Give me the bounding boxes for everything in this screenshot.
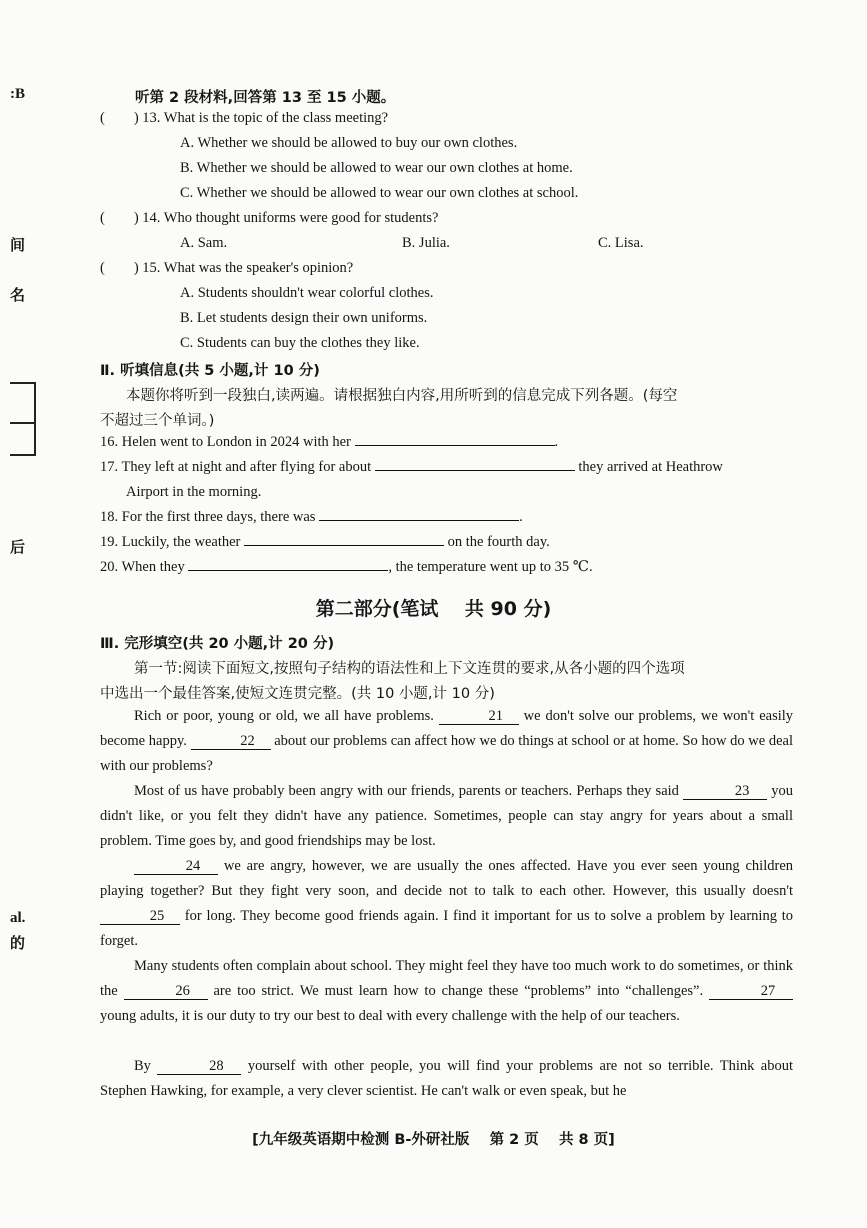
cloze-blank-26[interactable]: 26 [124, 983, 208, 1000]
answer-bracket[interactable]: ( ) [100, 110, 139, 126]
cloze-blank-23[interactable]: 23 [683, 783, 767, 800]
question-13 [100, 110, 388, 127]
option-15-a: A. Students shouldn't wear colorful clothes. [180, 285, 434, 301]
section-2-instruction: 本题你将听到一段独白,读两遍。请根据独白内容,用所听到的信息完成下列各题。(每空 [126, 388, 678, 404]
question-18: 18. For the first three days, there was . [100, 509, 523, 525]
section-2-instruction-cont: 不超过三个单词。) [100, 413, 215, 429]
question-15 [100, 260, 353, 277]
option-13-b: B. Whether we should be allowed to wear our own clothes at home. [180, 160, 573, 176]
passage-paragraph-3: 24 we are angry, however, we are usually the ones affected. Have you ever seen young children playing together? But they fight very soon, and decide not to talk to each other. However, this usually doesn't 25 for long. They become good friends again. I find it important for us to solve a problem by learning to forget. [100, 858, 794, 949]
passage-paragraph-1: Rich or poor, young or old, we all have problems. 21 we don't solve our problems, we won't easily become happy. 22 about our problems can affect how we do things at school or at home. So how do we deal with our problems? [100, 708, 794, 774]
option-15-c: C. Students can buy the clothes they like. [180, 335, 420, 351]
listening-part2-heading: 听第 2 段材料,回答第 13 至 15 小题。 [135, 90, 396, 106]
margin-box-top [10, 382, 36, 424]
cloze-blank-24[interactable]: 24 [134, 858, 218, 875]
question-stem: 15. What was the speaker's opinion? [142, 260, 354, 276]
section-2-heading: Ⅱ. 听填信息(共 5 小题,计 10 分) [100, 363, 320, 379]
section-3-instruction: 第一节:阅读下面短文,按照句子结构的语法性和上下文连贯的要求,从各小题的四个选项 [134, 661, 685, 677]
option-14-a: A. Sam. [180, 235, 228, 251]
section-3-heading: Ⅲ. 完形填空(共 20 小题,计 20 分) [100, 636, 335, 652]
page-footer: [九年级英语期中检测 B-外研社版 第 2 页 共 8 页] [252, 1132, 615, 1148]
margin-fragment: 间 [10, 238, 26, 254]
cloze-blank-25[interactable]: 25 [100, 908, 180, 925]
cloze-blank-21[interactable]: 21 [439, 708, 519, 725]
passage-paragraph-4: Many students often complain about school. They might feel they have too much work to do sometimes, or think the 26 are too strict. We must learn how to change these “problems” into “challenges”. 27 young adults, it is our duty to try our best to deal with every challenge with the help of our teachers. [100, 958, 793, 1024]
part-2-title: 第二部分(笔试 共 90 分) [315, 598, 552, 620]
blank-17[interactable] [375, 470, 575, 471]
question-20: 20. When they , the temperature went up to 35 ℃. [100, 559, 593, 575]
option-14-b: B. Julia. [402, 235, 450, 251]
answer-bracket[interactable]: ( ) [100, 210, 139, 226]
section-3-instruction-cont: 中选出一个最佳答案,使短文连贯完整。(共 10 小题,计 10 分) [100, 686, 495, 702]
cloze-blank-28[interactable]: 28 [157, 1058, 241, 1075]
question-stem: 14. Who thought uniforms were good for students? [142, 210, 439, 226]
blank-18[interactable] [319, 520, 519, 521]
blank-20[interactable] [188, 570, 388, 571]
cloze-blank-27[interactable]: 27 [709, 983, 793, 1000]
margin-fragment: :B [10, 86, 25, 102]
question-16: 16. Helen went to London in 2024 with her . [100, 434, 559, 450]
margin-fragment: al. [10, 910, 26, 926]
question-14 [100, 210, 438, 227]
margin-fragment: 的 [10, 936, 26, 952]
passage-paragraph-2: Most of us have probably been angry with our friends, parents or teachers. Perhaps they said 23 you didn't like, or you felt they didn't have any patience. Sometimes, people can stay angry for years about a small problem. Time goes by, and good friendships may be lost. [100, 783, 793, 849]
margin-fragment: 名 [10, 288, 26, 304]
blank-19[interactable] [244, 545, 444, 546]
margin-fragment: 后 [10, 540, 26, 556]
option-13-c: C. Whether we should be allowed to wear our own clothes at school. [180, 185, 579, 201]
option-13-a: A. Whether we should be allowed to buy our own clothes. [180, 135, 518, 151]
question-17: 17. They left at night and after flying for about they arrived at Heathrow [100, 459, 723, 475]
option-14-c: C. Lisa. [598, 235, 644, 251]
answer-bracket[interactable]: ( ) [100, 260, 139, 276]
margin-box-bottom [10, 420, 36, 456]
question-17-cont: Airport in the morning. [126, 484, 262, 500]
question-19: 19. Luckily, the weather on the fourth day. [100, 534, 550, 550]
blank-16[interactable] [355, 445, 555, 446]
question-stem: 13. What is the topic of the class meeting? [142, 110, 389, 126]
passage-paragraph-5: By 28 yourself with other people, you will find your problems are not so terrible. Think about Stephen Hawking, for example, a very clever scientist. He can't walk or even speak, but he [100, 1058, 794, 1099]
cloze-blank-22[interactable]: 22 [191, 733, 271, 750]
option-15-b: B. Let students design their own uniforms. [180, 310, 428, 326]
